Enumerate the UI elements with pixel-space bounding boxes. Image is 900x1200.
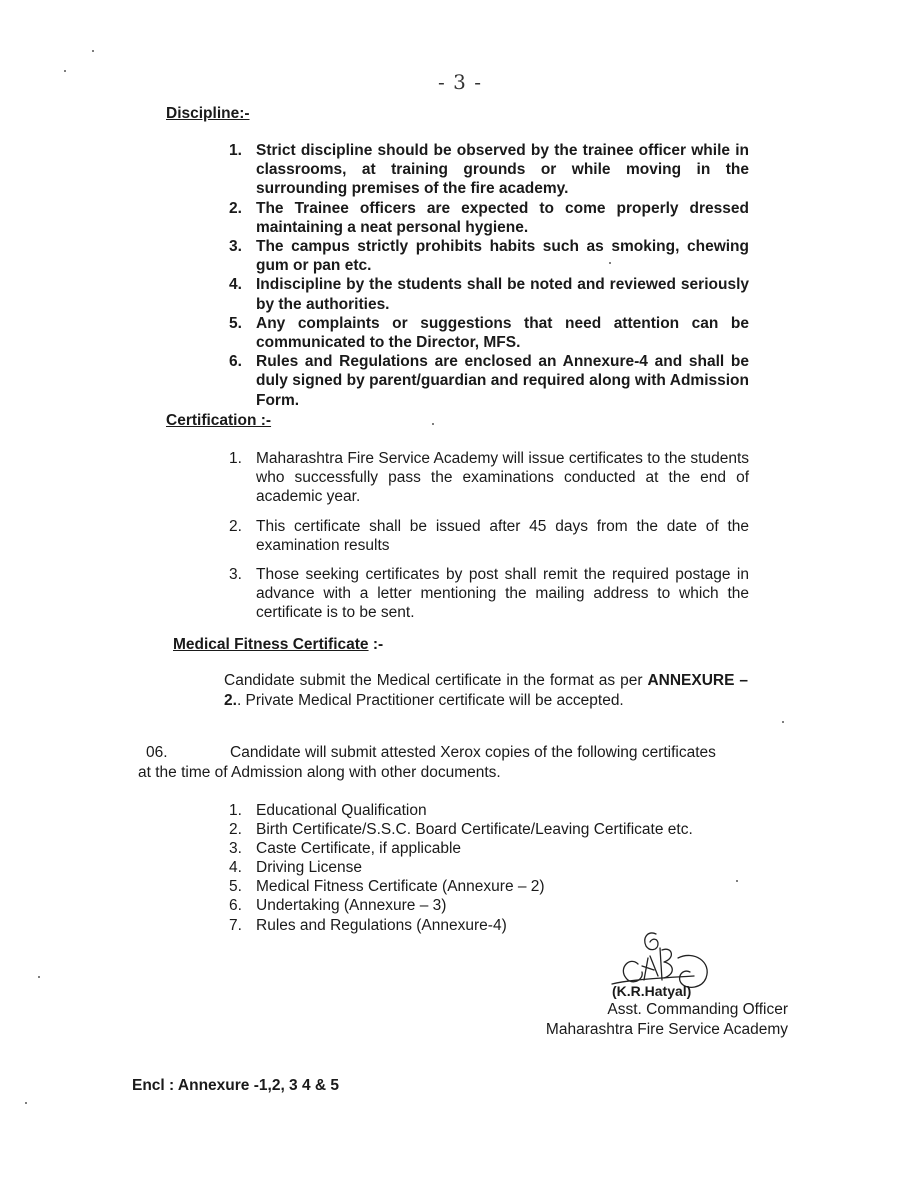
discipline-list	[229, 141, 749, 410]
scan-speck	[92, 50, 94, 52]
signatory-organization: Maharashtra Fire Service Academy	[545, 1020, 788, 1038]
item-text: Strict discipline should be observed by the trainee officer while in classrooms, at training grounds or while moving in the surrounding premises of the fire academy.	[256, 142, 749, 198]
item-text: This certificate shall be issued after 45 days from the date of the examination results	[256, 517, 749, 554]
item-text: Birth Certificate/S.S.C. Board Certificate/Leaving Certificate etc.	[256, 821, 693, 839]
item-number: 5.	[229, 314, 242, 332]
document-item	[229, 877, 749, 896]
certification-item	[229, 449, 749, 507]
item-number: 2.	[229, 199, 242, 217]
medical-annexure-ref: ANNEXURE – 2.	[224, 672, 748, 709]
item-text: Medical Fitness Certificate (Annexure – 2)	[256, 878, 545, 896]
enclosure-note: Encl : Annexure -1,2, 3 4 & 5	[132, 1077, 340, 1094]
certification-item	[229, 517, 749, 555]
discipline-item	[229, 314, 749, 352]
certification-item	[229, 565, 749, 623]
scan-speck	[432, 423, 434, 425]
medical-heading-row	[173, 636, 383, 654]
item-number: 6.	[229, 353, 242, 371]
scan-speck	[38, 976, 40, 978]
item-text: Rules and Regulations are enclosed an Annexure-4 and shall be duly signed by parent/guardian and required along with Admission Form.	[256, 353, 749, 409]
medical-paragraph	[224, 671, 748, 710]
item-number: 4.	[229, 859, 242, 877]
document-item	[229, 839, 749, 858]
discipline-item	[229, 141, 749, 199]
document-item	[229, 820, 749, 839]
discipline-heading: Discipline:-	[166, 105, 250, 122]
item-06-line-2: at the time of Admission along with other documents.	[138, 764, 501, 781]
item-text: The campus strictly prohibits habits such as smoking, chewing gum or pan etc.	[256, 238, 749, 275]
scan-speck	[736, 880, 738, 882]
item-number: 7.	[229, 916, 242, 934]
item-number: 4.	[229, 276, 242, 294]
item-number: 3.	[229, 840, 242, 858]
certification-list	[229, 449, 749, 633]
item-06-line-1: Candidate will submit attested Xerox copies of the following certificates	[230, 744, 716, 761]
discipline-item	[229, 199, 749, 237]
documents-list	[229, 801, 749, 935]
item-number: 6.	[229, 897, 242, 915]
item-number: 1.	[229, 450, 242, 467]
scan-speck	[64, 70, 66, 72]
item-number: 2.	[229, 821, 242, 839]
medical-heading-suffix: :-	[368, 636, 384, 653]
page-number: - 3 -	[438, 70, 482, 94]
item-number: 3.	[229, 566, 242, 584]
item-text: The Trainee officers are expected to come properly dressed maintaining a neat personal hygiene.	[256, 199, 749, 236]
discipline-item	[229, 352, 749, 410]
item-number: 3.	[229, 238, 242, 256]
document-item	[229, 858, 749, 877]
item-number: 1.	[229, 142, 242, 159]
discipline-item	[229, 275, 749, 313]
item-text: Caste Certificate, if applicable	[256, 840, 462, 858]
discipline-item	[229, 237, 749, 275]
item-text: Undertaking (Annexure – 3)	[256, 897, 447, 915]
item-06-number: 06.	[146, 744, 168, 761]
item-text: Educational Qualification	[256, 802, 427, 819]
item-text: Driving License	[256, 859, 362, 877]
document-item	[229, 896, 749, 915]
item-number: 1.	[229, 802, 242, 819]
medical-heading: Medical Fitness Certificate	[173, 636, 369, 653]
signatory-designation: Asst. Commanding Officer	[607, 1001, 788, 1018]
signatory-name: (K.R.Hatyal)	[612, 983, 692, 999]
document-item	[229, 801, 749, 820]
scan-speck	[609, 262, 611, 264]
scan-speck	[25, 1102, 27, 1104]
medical-text-before: Candidate submit the Medical certificate in the format as per	[224, 672, 648, 689]
item-number: 2.	[229, 517, 242, 535]
item-text: Rules and Regulations (Annexure-4)	[256, 916, 507, 934]
item-text: Those seeking certificates by post shall remit the required postage in advance with a letter mentioning the mailing address to which the certificate is to be sent.	[256, 566, 749, 622]
signatory-block	[530, 1000, 788, 1039]
item-text: Maharashtra Fire Service Academy will issue certificates to the students who successfully pass the examinations conducted at the end of academic year.	[256, 450, 749, 506]
certification-heading: Certification :-	[166, 412, 272, 429]
scan-speck	[782, 721, 784, 723]
item-text: Any complaints or suggestions that need attention can be communicated to the Director, MFS.	[256, 314, 749, 352]
medical-text-after: . Private Medical Practitioner certificate will be accepted.	[236, 691, 624, 709]
item-number: 5.	[229, 878, 242, 896]
item-text: Indiscipline by the students shall be noted and reviewed seriously by the authorities.	[256, 276, 749, 313]
